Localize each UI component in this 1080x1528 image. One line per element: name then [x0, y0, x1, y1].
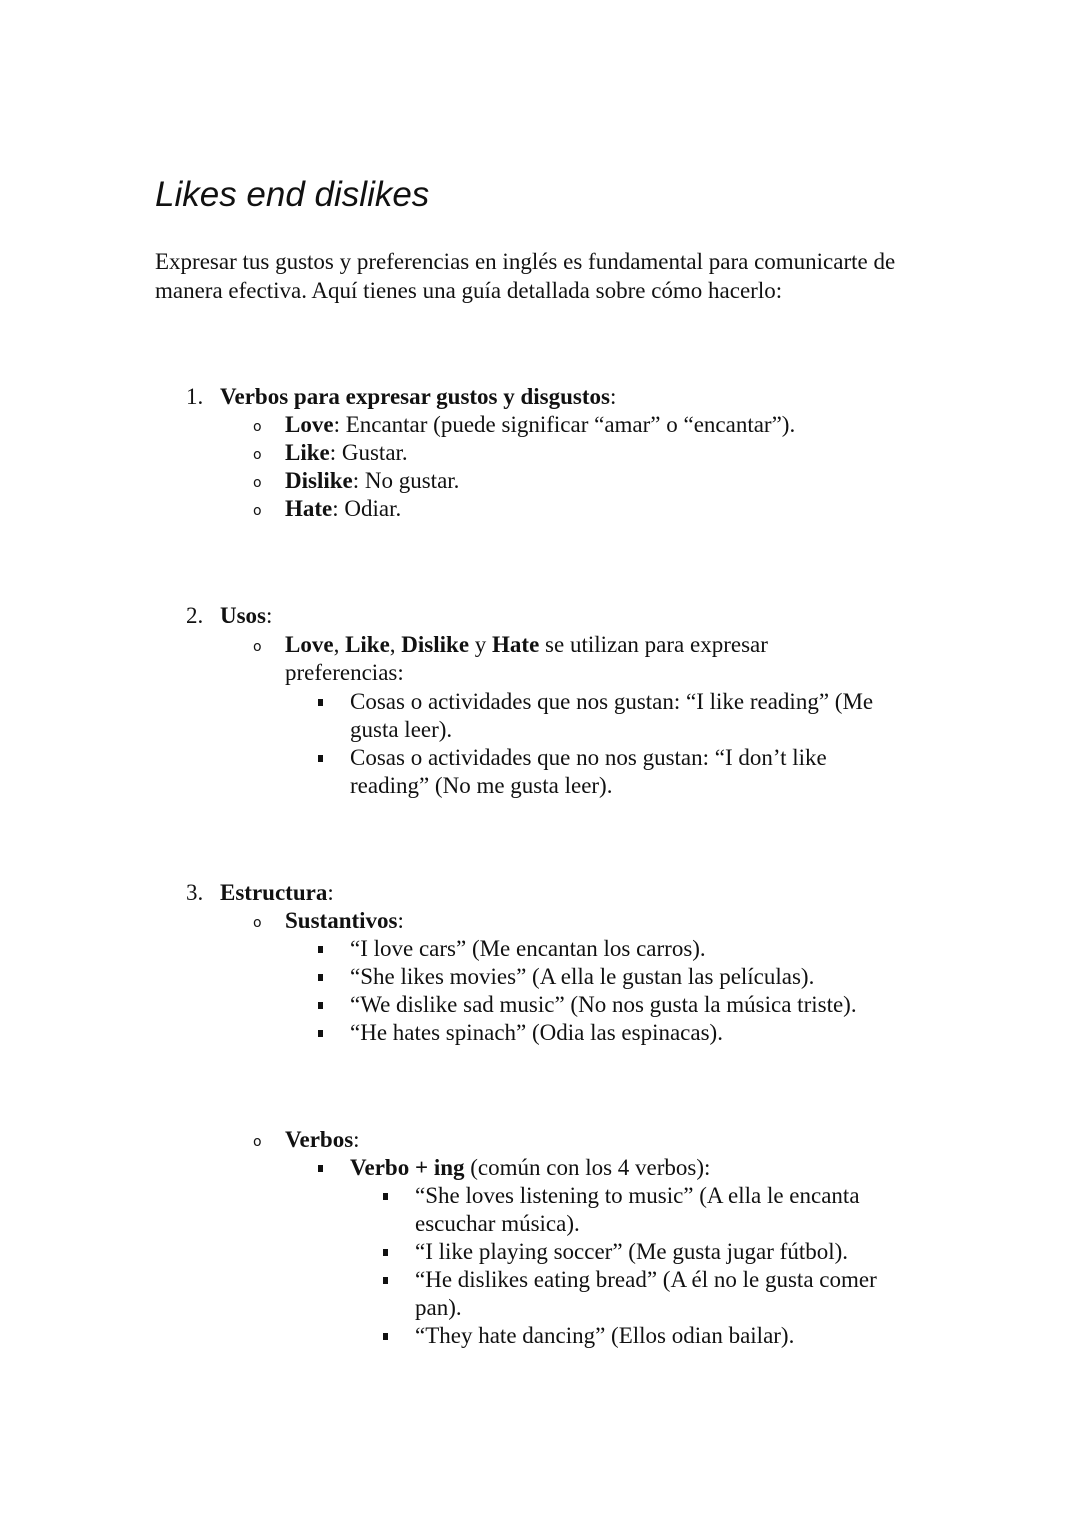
nouns-heading — [285, 907, 404, 935]
section-3-heading — [220, 879, 334, 907]
verbs-label: Verbos — [285, 1127, 354, 1152]
nouns-colon: : — [397, 908, 404, 933]
intro-paragraph: Expresar tus gustos y preferencias en inglés es fundamental para comunicarte de manera efectiva. Aquí tienes una guía detallada sobre cómo hacerlo: — [155, 249, 896, 303]
square-bullet-icon — [383, 1193, 388, 1200]
verb-ing-rule-text: (común con los 4 verbos): — [464, 1155, 711, 1180]
verb-ing-rule — [350, 1154, 710, 1182]
usage-separator: y — [469, 632, 493, 657]
square-bullet-icon — [383, 1277, 388, 1284]
verb-item-hate — [285, 495, 401, 523]
verb-item-dislike — [285, 467, 459, 495]
document-title: Likes end dislikes — [155, 175, 430, 214]
circle-bullet-icon: o — [253, 503, 262, 519]
usage-term-hate: Hate — [492, 632, 540, 657]
usage-subitem: Cosas o actividades que nos gustan: “I like reading” (Me gusta leer). — [350, 689, 874, 742]
section-1-heading-text: Verbos para expresar gustos y disgustos — [220, 384, 610, 409]
section-1-heading — [220, 383, 616, 411]
verb-example: “I like playing soccer” (Me gusta jugar fútbol). — [415, 1239, 849, 1264]
verb-term: Dislike — [285, 468, 353, 493]
usage-subitem: Cosas o actividades que no nos gustan: “I don’t like reading” (No me gusta leer). — [350, 745, 827, 798]
noun-example: “We dislike sad music” (No nos gusta la música triste). — [350, 992, 857, 1017]
circle-bullet-icon: o — [253, 419, 262, 435]
verb-item-like — [285, 439, 408, 467]
verb-term: Love — [285, 412, 334, 437]
square-bullet-icon — [318, 946, 323, 953]
section-2-heading-colon: : — [266, 603, 273, 628]
verb-example: “They hate dancing” (Ellos odian bailar). — [415, 1323, 795, 1348]
section-3-heading-colon: : — [327, 880, 334, 905]
square-bullet-icon — [318, 755, 323, 762]
section-1-heading-colon: : — [610, 384, 617, 409]
section-1-number: 1. — [186, 384, 204, 409]
verb-definition: : Encantar (puede significar “amar” o “encantar”). — [333, 412, 796, 437]
verbs-heading — [285, 1126, 360, 1154]
circle-bullet-icon: o — [253, 1134, 262, 1150]
verb-term: Hate — [285, 496, 333, 521]
verb-example: “He dislikes eating bread” (A él no le gusta comer pan). — [415, 1267, 877, 1320]
square-bullet-icon — [318, 1030, 323, 1037]
circle-bullet-icon: o — [253, 475, 262, 491]
usage-separator: , — [333, 632, 346, 657]
section-2-heading-text: Usos — [220, 603, 267, 628]
usage-term-love: Love — [285, 632, 334, 657]
section-2-heading — [220, 602, 272, 630]
usage-separator: , — [389, 632, 402, 657]
usage-description — [285, 631, 825, 687]
circle-bullet-icon: o — [253, 639, 262, 655]
verb-ing-rule-bold: Verbo + ing — [350, 1155, 465, 1180]
verbs-colon: : — [353, 1127, 360, 1152]
circle-bullet-icon: o — [253, 915, 262, 931]
verb-definition: : Odiar. — [332, 496, 402, 521]
square-bullet-icon — [383, 1333, 388, 1340]
circle-bullet-icon: o — [253, 447, 262, 463]
nouns-label: Sustantivos — [285, 908, 398, 933]
section-3-heading-text: Estructura — [220, 880, 328, 905]
verb-term: Like — [285, 440, 330, 465]
noun-example: “He hates spinach” (Odia las espinacas). — [350, 1020, 723, 1045]
square-bullet-icon — [318, 1165, 323, 1172]
usage-rest-text: se utilizan para expresar preferencias: — [285, 632, 768, 685]
verb-item-love — [285, 411, 795, 439]
noun-example: “She likes movies” (A ella le gustan las películas). — [350, 964, 815, 989]
noun-example: “I love cars” (Me encantan los carros). — [350, 936, 706, 961]
section-2-number: 2. — [186, 603, 204, 628]
usage-term-dislike: Dislike — [401, 632, 470, 657]
verb-definition: : No gustar. — [352, 468, 460, 493]
square-bullet-icon — [383, 1249, 388, 1256]
usage-term-like: Like — [345, 632, 390, 657]
square-bullet-icon — [318, 974, 323, 981]
section-3-number: 3. — [186, 880, 204, 905]
verb-example: “She loves listening to music” (A ella le encanta escuchar música). — [415, 1183, 860, 1236]
square-bullet-icon — [318, 1002, 323, 1009]
square-bullet-icon — [318, 699, 323, 706]
verb-definition: : Gustar. — [329, 440, 408, 465]
